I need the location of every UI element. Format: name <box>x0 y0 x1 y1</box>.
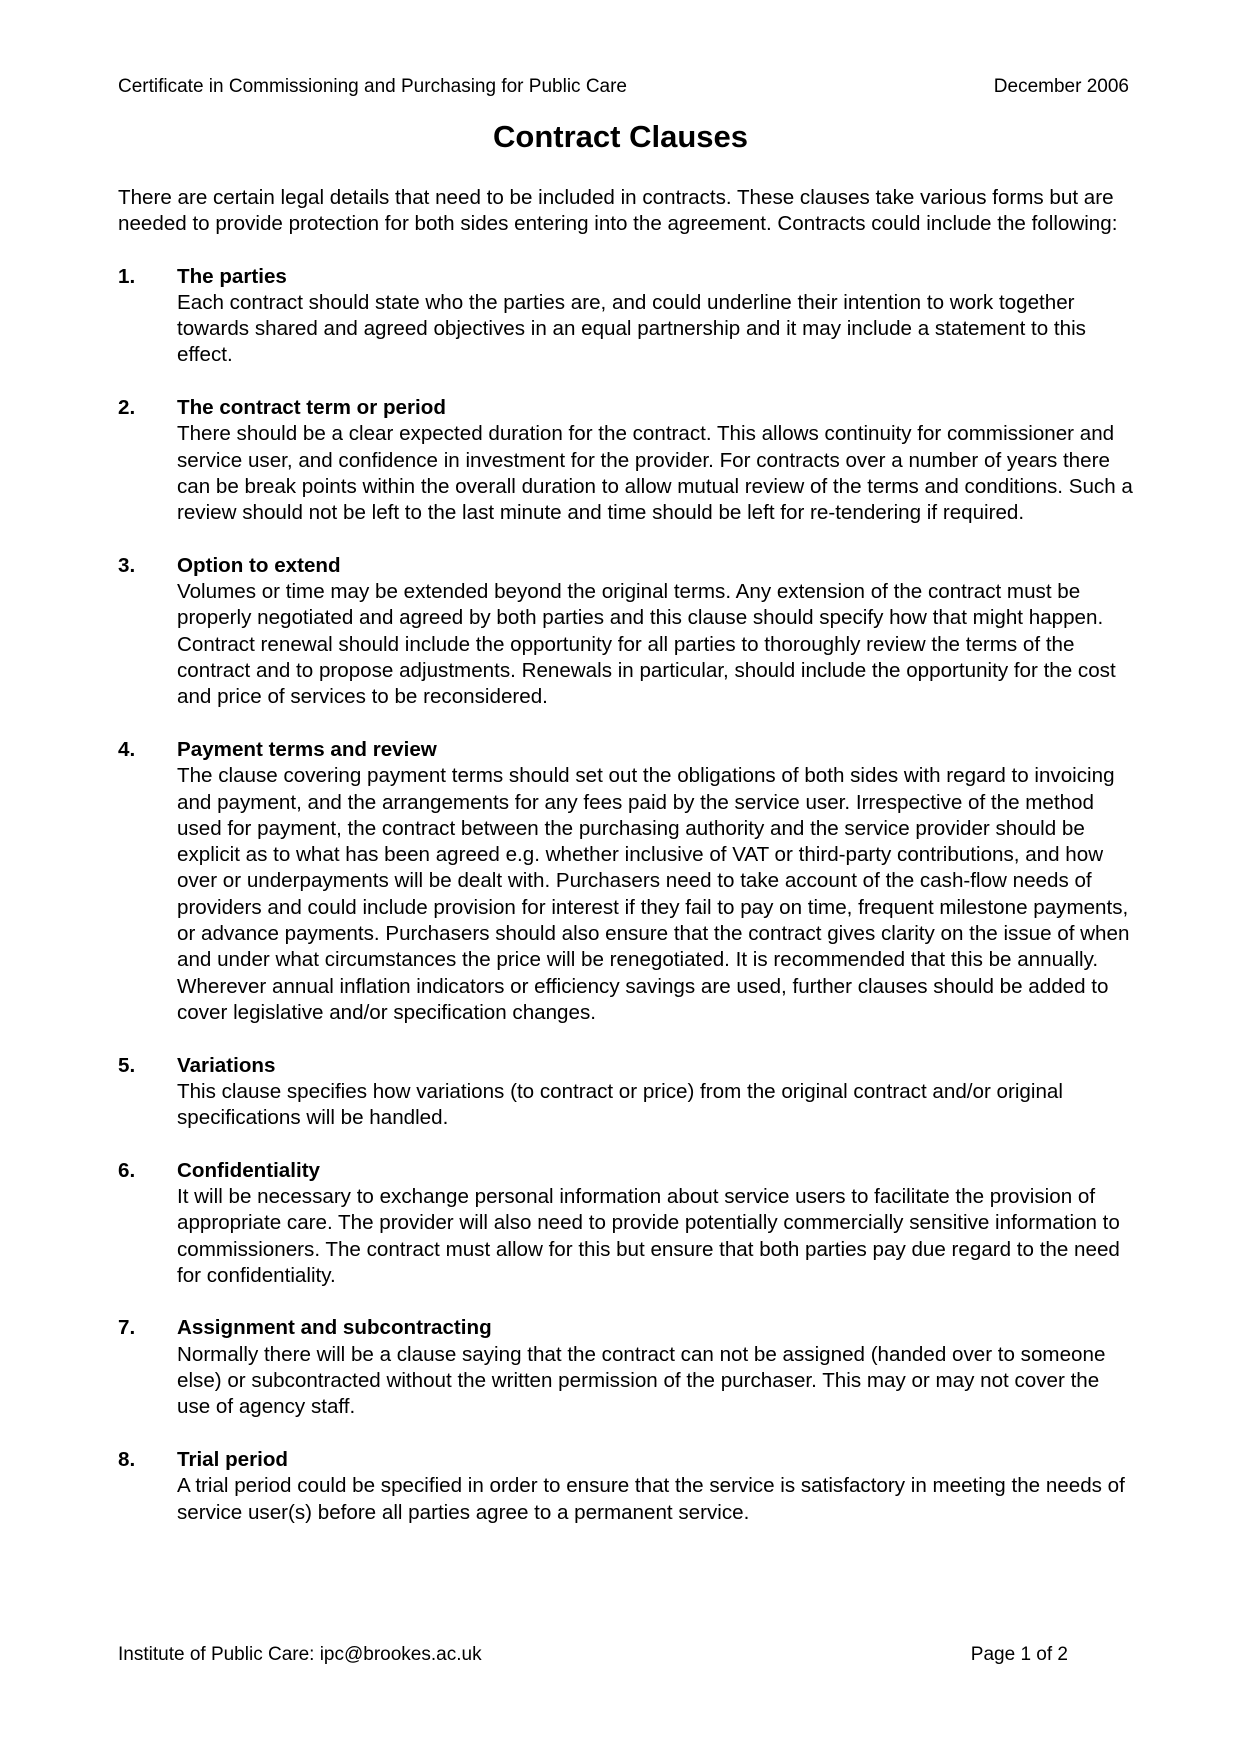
footer-page-number: Page 1 of 2 <box>970 1644 1068 1665</box>
clause-body: This clause specifies how variations (to contract or price) from the original contract and/or original specifications will be handled. <box>177 1079 1063 1130</box>
clause-body: Normally there will be a clause saying that the contract can not be assigned (handed over to someone else) or subcontracted without the written permission of the purchaser. This may or may not cover the use of agency staff. <box>177 1342 1106 1419</box>
clause-number: 8. <box>118 1447 136 1471</box>
clause-heading: The contract term or period <box>177 396 446 420</box>
clause-body: Each contract should state who the parties are, and could underline their intention to work together towards shared and agreed objectives in an equal partnership and it may include a statement to this effect. <box>177 290 1086 367</box>
clause-number: 6. <box>118 1158 136 1182</box>
clause-parties <box>118 264 1138 369</box>
clause-variations <box>118 1053 1138 1132</box>
header-date: December 2006 <box>993 76 1129 97</box>
clause-body: It will be necessary to exchange personal information about service users to facilitate the provision of appropriate care. The provider will also need to provide potentially commercially sensitive information to commissioners. The contract must allow for this but ensure that both parties pay due regard to the need for confidentiality. <box>177 1184 1120 1287</box>
clause-body: Volumes or time may be extended beyond the original terms. Any extension of the contract must be properly negotiated and agreed by both parties and this clause should specify how that might happen. Contract renewal should include the opportunity for all parties to thoroughly review the terms of the contract and to propose adjustments. Renewals in particular, should include the opportunity for the cost and price of services to be reconsidered. <box>177 580 1116 709</box>
header-course-title: Certificate in Commissioning and Purchasing for Public Care <box>118 76 628 97</box>
clause-number: 7. <box>118 1316 136 1340</box>
document-title: Contract Clauses <box>493 119 748 154</box>
clause-number: 1. <box>118 264 136 288</box>
clause-heading: Trial period <box>177 1447 289 1471</box>
clause-contract-term <box>118 395 1138 526</box>
clause-heading: Assignment and subcontracting <box>177 1316 492 1340</box>
clause-heading: Payment terms and review <box>177 737 437 761</box>
footer-institute: Institute of Public Care: ipc@brookes.ac.uk <box>118 1644 482 1665</box>
clause-number: 2. <box>118 396 136 420</box>
clause-body: A trial period could be specified in order to ensure that the service is satisfactory in meeting the needs of service user(s) before all parties agree to a permanent service. <box>177 1474 1125 1524</box>
clause-trial-period <box>118 1447 1138 1526</box>
clause-heading: Option to extend <box>177 553 341 577</box>
clause-heading: Variations <box>177 1053 276 1077</box>
clause-confidentiality <box>118 1158 1138 1289</box>
clause-assignment <box>118 1315 1138 1420</box>
clause-option-to-extend <box>118 553 1138 711</box>
clause-body: The clause covering payment terms should set out the obligations of both sides with regard to invoicing and payment, and the arrangements for any fees paid by the service user. Irrespective of the method used for payment, the contract between the purchasing authority and the service provider should be explicit as to what has been agreed e.g. whether inclusive of VAT or third-party contributions, and how over or underpayments will be dealt with. Purchasers need to take account of the cash-flow needs of providers and could include provision for interest if they fail to pay on time, frequent milestone payments, or advance payments. Purchasers should also ensure that the contract gives clarity on the issue of when and under what circumstances the price will be renegotiated. It is recommended that this be annually. Wherever annual inflation indicators or efficiency savings are used, further clauses should be added to cover legislative and/or specification changes. <box>177 764 1130 1024</box>
clause-number: 5. <box>118 1053 136 1077</box>
clause-number: 4. <box>118 737 136 761</box>
clause-payment-terms <box>118 737 1138 1026</box>
clause-heading: The parties <box>177 264 287 288</box>
document-body <box>118 185 1138 1552</box>
clause-body: There should be a clear expected duration for the contract. This allows continuity for commissioner and service user, and confidence in investment for the provider. For contracts over a number of years there can be break points within the overall duration to allow mutual review of the terms and conditions. Such a review should not be left to the last minute and time should be left for re-tendering if required. <box>177 422 1133 525</box>
intro-paragraph: There are certain legal details that need to be included in contracts. These clauses take various forms but are needed to provide protection for both sides entering into the agreement. Contracts could include the following: <box>118 186 1118 236</box>
clause-heading: Confidentiality <box>177 1158 321 1182</box>
clause-number: 3. <box>118 553 136 577</box>
